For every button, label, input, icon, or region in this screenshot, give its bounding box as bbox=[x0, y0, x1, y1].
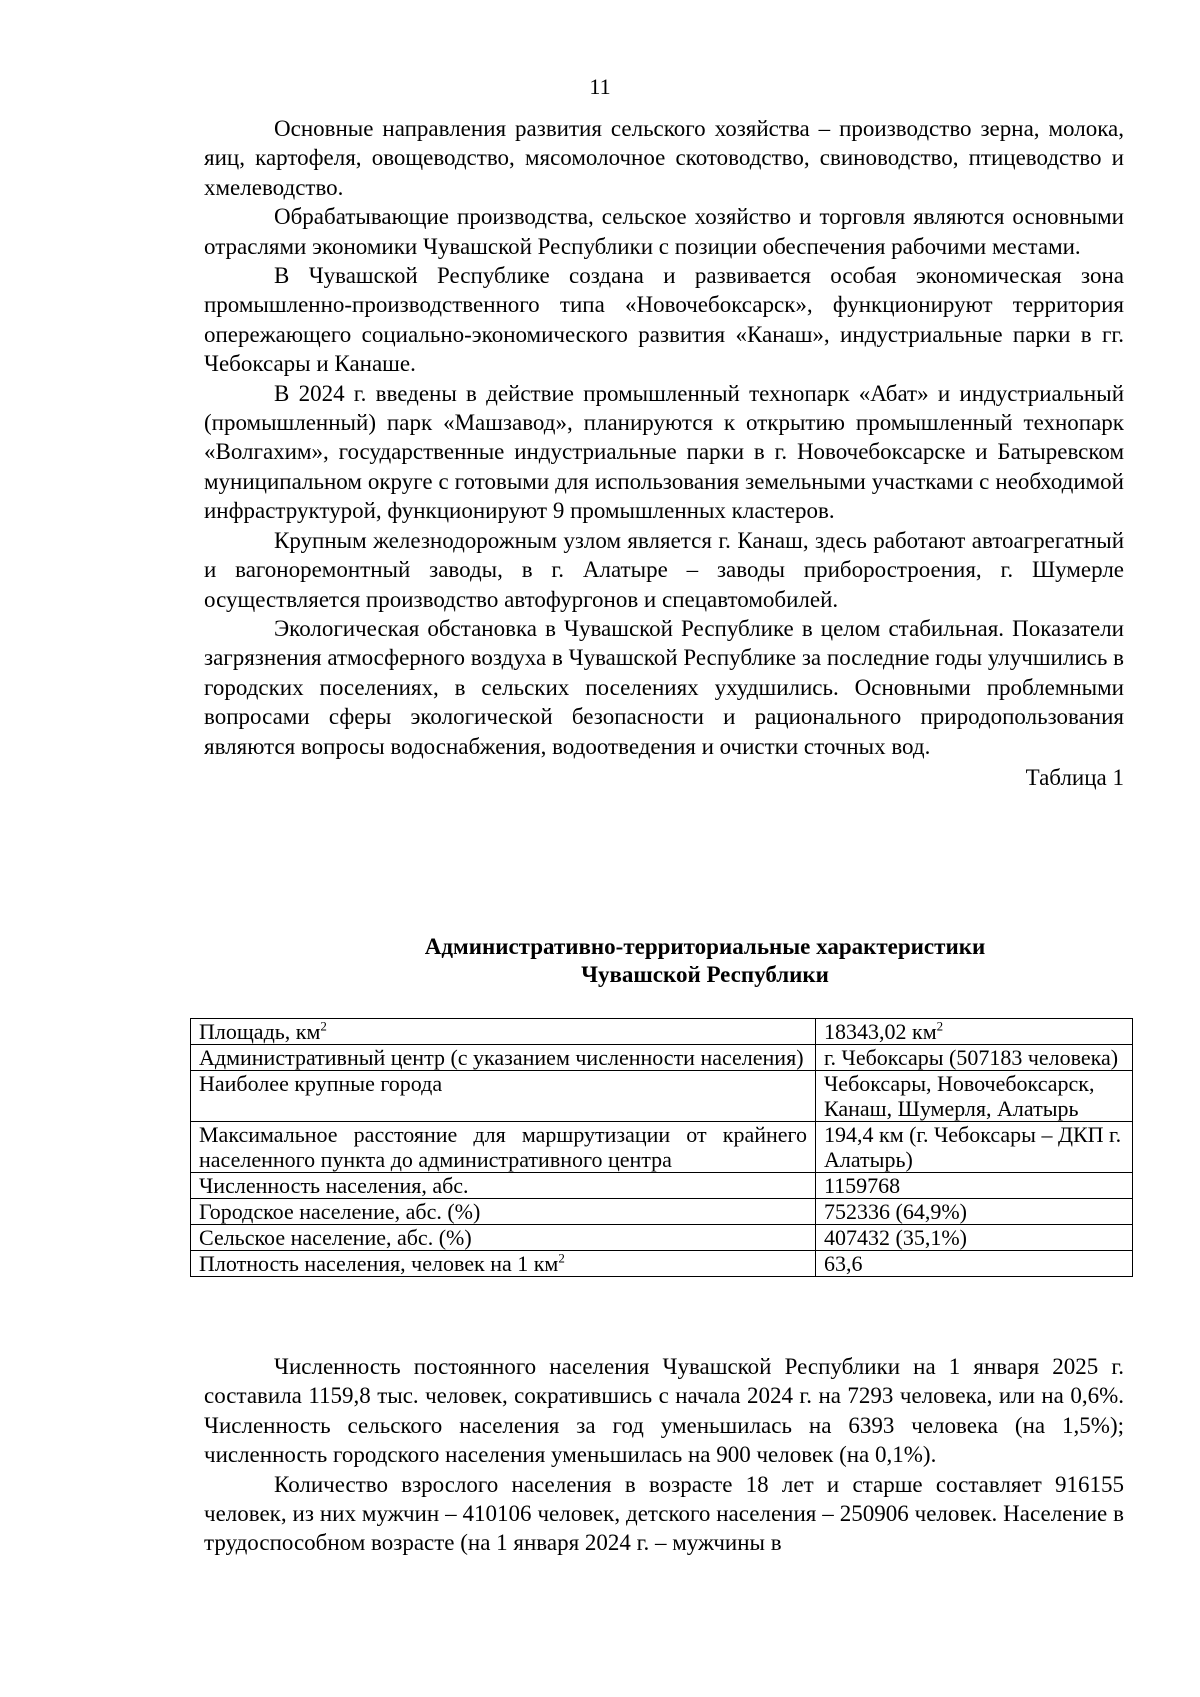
table-row bbox=[191, 1199, 1133, 1225]
body-text-top bbox=[204, 114, 1124, 792]
table-row bbox=[191, 1225, 1133, 1251]
table-row bbox=[191, 1071, 1133, 1122]
paragraph: Экологическая обстановка в Чувашской Республике в целом стабильная. Показатели загрязнения атмосферного воздуха в Чувашской Республике за последние годы улучшились в городских поселениях, в сельских поселениях ухудшились. Основными проблемными вопросами сферы экологической безопасности и рационального природопользования являются вопросы водоснабжения, водоотведения и очистки сточных вод. bbox=[204, 615, 1124, 759]
row-value: 194,4 км (г. Чебоксары – ДКП г. Алатырь) bbox=[816, 1122, 1133, 1173]
page-number: 11 bbox=[589, 74, 611, 99]
table-row bbox=[191, 1251, 1133, 1277]
table-label: Таблица 1 bbox=[1025, 764, 1124, 790]
row-label: Плотность населения, человек на 1 $км^2$ bbox=[191, 1251, 816, 1277]
paragraph: Крупным железнодорожным узлом является г. Канаш, здесь работают автоагрегатный и вагоноремонтный заводы, в г. Алатыре – заводы приборостроения, г. Шумерле осуществляется производство автофургонов и спецавтомобилей. bbox=[204, 527, 1124, 612]
row-label: Максимальное расстояние для маршрутизации от крайнего населенного пункта до административного центра bbox=[191, 1122, 816, 1173]
row-value: г. Чебоксары (507183 человека) bbox=[816, 1045, 1133, 1071]
row-label: Площадь, $км^2$ bbox=[191, 1019, 816, 1045]
paragraph: Численность постоянного населения Чувашской Республики на 1 января 2025 г. составила 1159,8 тыс. человек, сократившись с начала 2024 г. на 7293 человека, или на 0,6%. Численность сельского населения за год уменьшилась на 6393 человека (на 1,5%); численность городского населения уменьшилась на 900 человек (на 0,1%). bbox=[204, 1354, 1124, 1468]
paragraph: В 2024 г. введены в действие промышленный технопарк «Абат» и индустриальный (промышленный) парк «Машзавод», планируются к открытию промышленный технопарк «Волгахим», государственные индустриальные парки в г. Новочебоксарске и Батыревском муниципальном округе с готовыми для использования земельными участками с необходимой инфраструктурой, функционируют 9 промышленных кластеров. bbox=[204, 380, 1124, 524]
row-label: Наиболее крупные города bbox=[191, 1071, 816, 1122]
row-value: 18343,02 $км^2$ bbox=[816, 1019, 1133, 1045]
paragraph: Обрабатывающие производства, сельское хозяйство и торговля являются основными отраслями экономики Чувашской Республики с позиции обеспечения рабочими местами. bbox=[204, 204, 1124, 259]
row-value: 1159768 bbox=[816, 1173, 1133, 1199]
paragraph: Основные направления развития сельского хозяйства – производство зерна, молока, яиц, картофеля, овощеводство, мясомолочное скотоводство, свиноводство, птицеводство и хмелеводство. bbox=[204, 116, 1124, 200]
table-row bbox=[191, 1019, 1133, 1045]
row-value: 63,6 bbox=[816, 1251, 1133, 1277]
row-label: Городское население, абс. (%) bbox=[191, 1199, 816, 1225]
row-label: Сельское население, абс. (%) bbox=[191, 1225, 816, 1251]
row-value: 752336 (64,9%) bbox=[816, 1199, 1133, 1225]
paragraph: В Чувашской Республике создана и развивается особая экономическая зона промышленно-производственного типа «Новочебоксарск», функционируют территория опережающего социально-экономического развития «Канаш», индустриальные парки в гг. Чебоксары и Канаше. bbox=[204, 263, 1124, 377]
row-value: 407432 (35,1%) bbox=[816, 1225, 1133, 1251]
row-value: Чебоксары, Новочебоксарск, Канаш, Шумерля, Алатырь bbox=[816, 1071, 1133, 1122]
row-label: Административный центр (с указанием численности населения) bbox=[191, 1045, 816, 1071]
characteristics-table bbox=[190, 1018, 1133, 1277]
body-text-bottom bbox=[204, 1352, 1124, 1558]
row-label: Численность населения, абс. bbox=[191, 1173, 816, 1199]
table-title bbox=[380, 933, 1030, 989]
paragraph: Количество взрослого населения в возрасте 18 лет и старше составляет 916155 человек, из них мужчин – 410106 человек, детского населения – 250906 человек. Население в трудоспособном возрасте (на 1 января 2024 г. – мужчины в bbox=[204, 1471, 1124, 1556]
table-row bbox=[191, 1122, 1133, 1173]
table-title-line1: Административно-территориальные характеристики bbox=[424, 934, 986, 959]
table-row bbox=[191, 1045, 1133, 1071]
table-title-line2: Чувашской Республики bbox=[581, 962, 829, 987]
table-row bbox=[191, 1173, 1133, 1199]
